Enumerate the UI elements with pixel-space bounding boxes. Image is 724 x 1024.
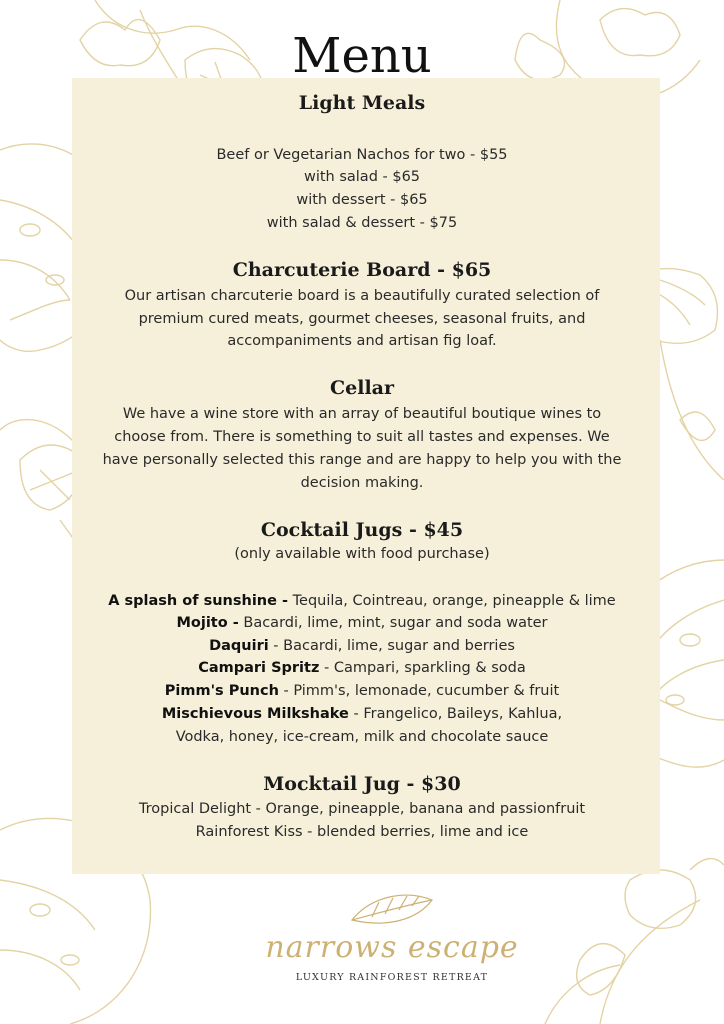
section-heading-charcuterie: Charcuterie Board - $65 <box>232 259 492 281</box>
paragraph-line: have personally selected this range and are happy to help you with the <box>102 452 622 468</box>
paragraph-line: decision making. <box>300 475 424 491</box>
list-item: with dessert - $65 <box>296 192 428 208</box>
cocktail-desc: - Pimm's, lemonade, cucumber & fruit <box>278 683 560 699</box>
cocktail-desc: Bacardi, lime, mint, sugar and soda water <box>238 615 548 631</box>
list-item: Rainforest Kiss - blended berries, lime and ice <box>195 824 529 840</box>
list-item <box>0 612 724 635</box>
cocktail-desc: - Bacardi, lime, sugar and berries <box>268 638 515 654</box>
section-heading-light-meals: Light Meals <box>298 92 426 114</box>
list-item: with salad & dessert - $75 <box>266 215 458 231</box>
list-item: with salad - $65 <box>303 169 421 185</box>
cocktail-name: Mischievous Milkshake <box>161 706 349 722</box>
leaf-logo-icon <box>347 890 437 930</box>
list-item: Beef or Vegetarian Nachos for two - $55 <box>216 147 508 163</box>
list-item <box>0 635 724 658</box>
cocktail-name: Mojito - <box>176 615 239 631</box>
list-item <box>0 703 724 726</box>
paragraph-line: We have a wine store with an array of beautiful boutique wines to <box>122 406 602 422</box>
cocktail-name: A splash of sunshine - <box>108 593 289 609</box>
cocktail-desc: - Frangelico, Baileys, Kahlua, <box>348 706 563 722</box>
list-item-continuation: Vodka, honey, ice-cream, milk and chocolate sauce <box>175 729 549 745</box>
section-heading-cocktails: Cocktail Jugs - $45 <box>260 519 464 541</box>
cocktail-name: Daquiri <box>209 638 269 654</box>
list-item <box>0 590 724 613</box>
logo <box>262 888 522 998</box>
logo-name: narrows escape <box>265 930 519 965</box>
list-item <box>0 657 724 680</box>
cocktail-desc: Tequila, Cointreau, orange, pineapple & lime <box>288 593 616 609</box>
section-heading-cellar: Cellar <box>330 377 394 399</box>
paragraph-line: accompaniments and artisan fig loaf. <box>227 333 497 349</box>
paragraph-line: choose from. There is something to suit all tastes and expenses. We <box>114 429 610 445</box>
logo-tagline: LUXURY RAINFOREST RETREAT <box>295 972 489 983</box>
cocktail-name: Campari Spritz <box>198 660 320 676</box>
page-title: Menu <box>292 28 432 84</box>
section-heading-mocktails: Mocktail Jug - $30 <box>263 773 461 795</box>
paragraph-line: Our artisan charcuterie board is a beautifully curated selection of <box>124 288 600 304</box>
cocktail-name: Pimm's Punch <box>164 683 279 699</box>
paragraph-line: premium cured meats, gourmet cheeses, seasonal fruits, and <box>138 311 586 327</box>
cocktail-note: (only available with food purchase) <box>234 546 490 562</box>
list-item: Tropical Delight - Orange, pineapple, banana and passionfruit <box>138 801 586 817</box>
list-item <box>0 680 724 703</box>
cocktail-desc: - Campari, sparkling & soda <box>319 660 526 676</box>
